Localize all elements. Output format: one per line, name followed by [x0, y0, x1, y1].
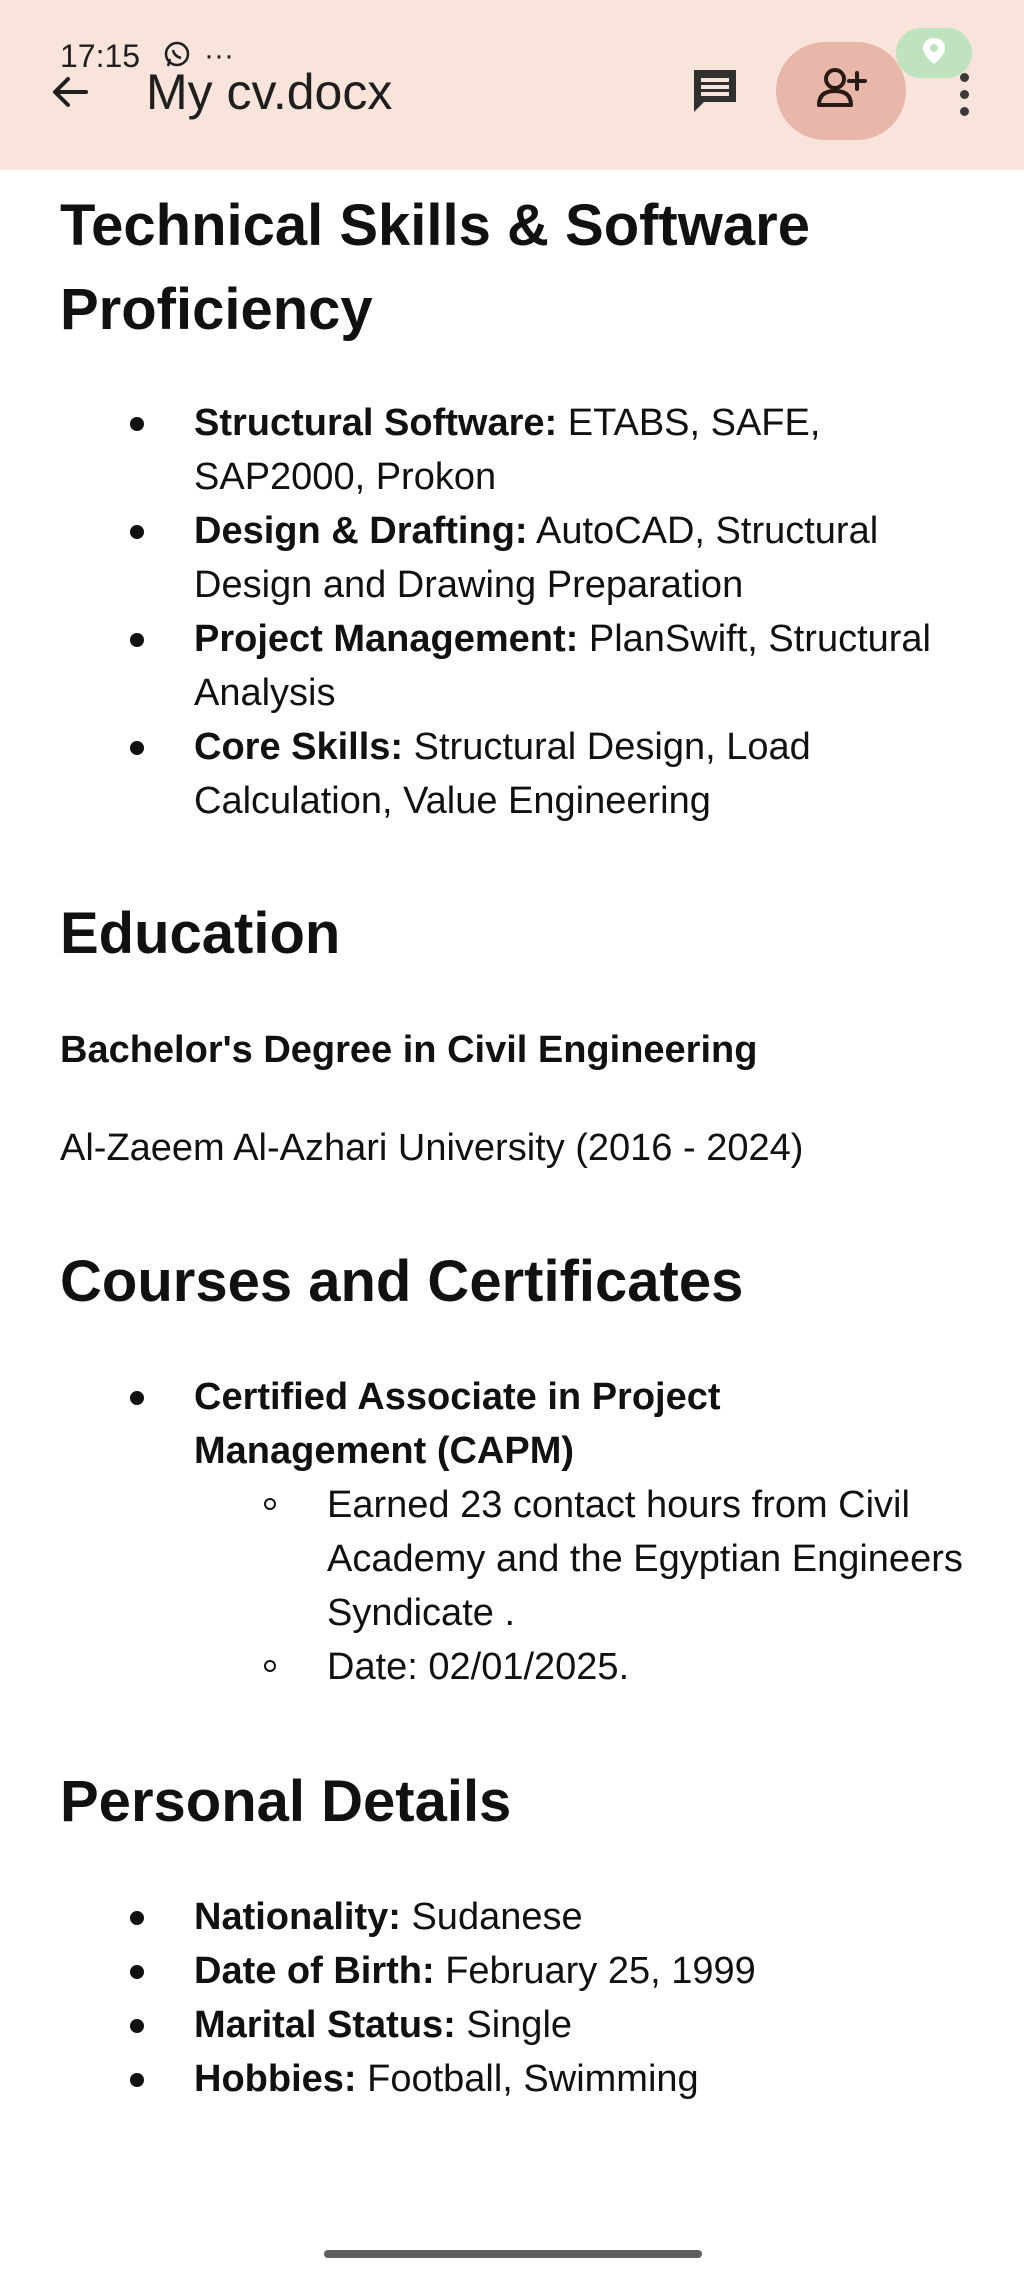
list-item: Certified Associate in Project Management (CAPM) Earned 23 contact hours from Civil Academy and the Egyptian Engineers Syndicate . Date: 02/01/2025.: [0, 1370, 1024, 1694]
comments-button[interactable]: [680, 60, 750, 126]
document-content[interactable]: [0, 170, 1024, 2230]
document-title: My cv.docx: [146, 64, 393, 120]
course-details-list: [0, 1478, 1024, 1694]
arrow-left-icon: [46, 68, 94, 121]
list-item: Nationality: Sudanese: [0, 1890, 1024, 1944]
more-notifications-icon: ···: [204, 39, 234, 72]
circle-bullet-icon: [264, 1660, 276, 1672]
status-time: 17:15: [60, 38, 141, 74]
courses-heading: Courses and Certificates: [60, 1249, 744, 1314]
bullet-icon: [130, 1965, 144, 1979]
list-item: Date: 02/01/2025.: [0, 1640, 1024, 1694]
institution-text: Al-Zaeem Al-Azhari University (2016 - 2024): [60, 1127, 804, 1169]
list-item: Design & Drafting: AutoCAD, Structural Design and Drawing Preparation: [0, 504, 1024, 612]
list-item: Date of Birth: February 25, 1999: [0, 1944, 1024, 1998]
back-button[interactable]: [38, 62, 102, 126]
list-item: Project Management: PlanSwift, Structural Analysis: [0, 612, 1024, 720]
bullet-icon: [130, 741, 144, 755]
skills-list: [0, 396, 1024, 828]
personal-list: [0, 1890, 1024, 2106]
list-item: Structural Software: ETABS, SAFE, SAP2000, Prokon: [0, 396, 1024, 504]
bullet-icon: [130, 417, 144, 431]
bullet-icon: [130, 2073, 144, 2087]
bullet-icon: [130, 1911, 144, 1925]
personal-heading: Personal Details: [60, 1769, 512, 1834]
app-bar: [0, 0, 1024, 170]
list-item: Marital Status: Single: [0, 1998, 1024, 2052]
skills-heading: Technical Skills & Software Proficiency: [60, 193, 810, 342]
bullet-icon: [130, 525, 144, 539]
bullet-icon: [130, 1391, 144, 1405]
list-item: Core Skills: Structural Design, Load Calculation, Value Engineering: [0, 720, 1024, 828]
education-heading: Education: [60, 901, 341, 966]
comment-icon: [688, 64, 742, 123]
courses-list: [0, 1370, 1024, 1694]
circle-bullet-icon: [264, 1498, 276, 1510]
degree-title: Bachelor's Degree in Civil Engineering: [60, 1029, 758, 1071]
home-indicator[interactable]: [324, 2250, 702, 2258]
person-add-icon: [811, 59, 871, 124]
bullet-icon: [130, 633, 144, 647]
more-vert-icon: [960, 73, 969, 82]
list-item: Hobbies: Football, Swimming: [0, 2052, 1024, 2106]
list-item: Earned 23 contact hours from Civil Academy and the Egyptian Engineers Syndicate .: [0, 1478, 1024, 1640]
more-options-button[interactable]: [944, 62, 984, 126]
share-button[interactable]: [776, 42, 906, 140]
bullet-icon: [130, 2019, 144, 2033]
